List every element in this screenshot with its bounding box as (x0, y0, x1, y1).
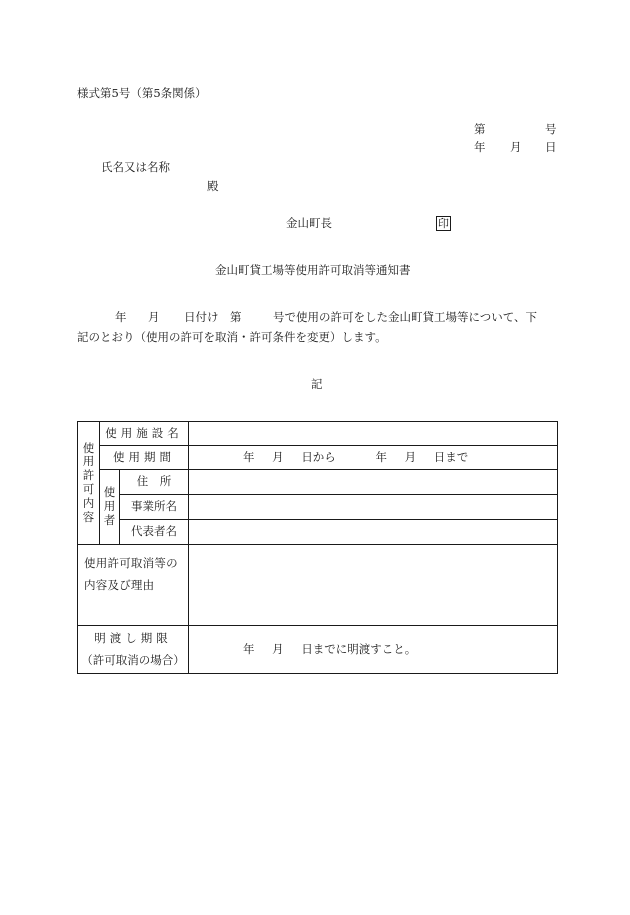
facility-value[interactable] (189, 422, 558, 446)
addressee-label: 氏名又は名称 (101, 160, 170, 174)
deadline-label: 明渡し期限 (94, 631, 172, 646)
period-label: 使用期間 (100, 446, 189, 470)
deadline-month: 月 (272, 641, 284, 656)
period-from: 日から (301, 449, 336, 464)
doc-number-suffix: 号 (545, 122, 557, 136)
doc-number-prefix: 第 (474, 122, 486, 136)
honorific: 殿 (207, 179, 219, 193)
group-label: 使 用 許 可 内 容 (78, 422, 100, 545)
body-month: 月 (148, 310, 160, 324)
deadline-year: 年 (243, 641, 255, 656)
reason-label: 使用許可取消等の内容及び理由 (78, 545, 189, 626)
period-year2: 年 (375, 449, 387, 464)
form-number: 様式第5号（第5条関係） (77, 86, 207, 100)
date-year: 年 (474, 140, 486, 154)
ki-heading: 記 (311, 377, 323, 391)
reason-value[interactable] (189, 545, 558, 626)
rep-value[interactable] (189, 520, 558, 545)
deadline-sub: （許可取消の場合） (81, 652, 185, 667)
period-value[interactable] (189, 446, 558, 470)
office-label: 事業所名 (120, 495, 189, 520)
office-value[interactable] (189, 495, 558, 520)
facility-label: 使用施設名 (100, 422, 189, 446)
date-day: 日 (545, 140, 557, 154)
address-label: 住 所 (120, 470, 189, 495)
issuer: 金山町長 (286, 216, 332, 230)
user-label: 使 用 者 (100, 470, 120, 545)
body-year: 年 (115, 310, 127, 324)
deadline-label-cell (78, 626, 189, 674)
body-line1: 号で使用の許可をした金山町貸工場等について、下 (273, 310, 538, 324)
address-value[interactable] (189, 470, 558, 495)
body-line2: 記のとおり（使用の許可を取消・許可条件を変更）します。 (77, 330, 387, 344)
deadline-value[interactable] (189, 626, 558, 674)
body-number-prefix: 第 (230, 310, 242, 324)
body-dated: 日付け (184, 310, 219, 324)
period-until: 日まで (433, 449, 469, 464)
deadline-text: 日までに明渡すこと。 (301, 641, 417, 656)
period-month2: 月 (404, 449, 417, 464)
period-month1: 月 (272, 449, 284, 464)
rep-label: 代表者名 (120, 520, 189, 545)
document-title: 金山町貸工場等使用許可取消等通知書 (215, 263, 411, 277)
date-month: 月 (510, 140, 522, 154)
period-year1: 年 (243, 449, 255, 464)
permit-table (77, 421, 558, 674)
seal-mark: 印 (438, 217, 449, 230)
